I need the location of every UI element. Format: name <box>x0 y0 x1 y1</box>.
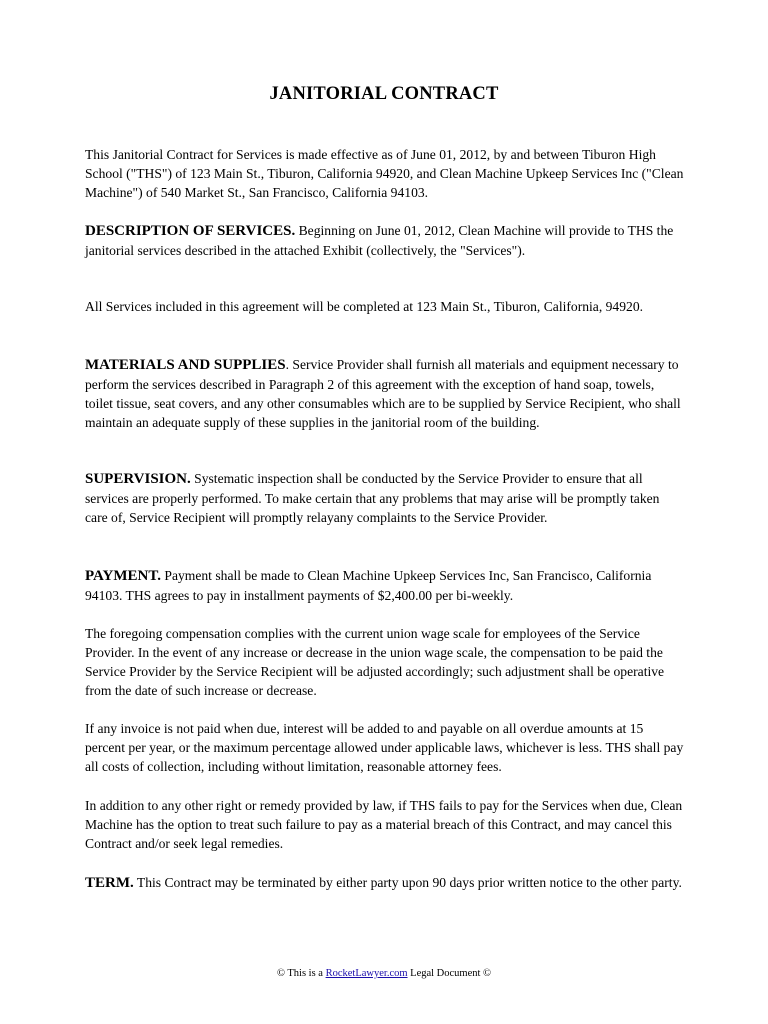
description-paragraph <box>85 221 685 260</box>
remedy-paragraph: In addition to any other right or remedy provided by law, if THS fails to pay for the Services when due, Clean Machine has the option to treat such failure to pay as a material breach of this Contract, and may cancel this Contract and/or seek legal remedies. <box>85 798 683 851</box>
description-heading: DESCRIPTION OF SERVICES. <box>85 223 296 239</box>
compensation-paragraph: The foregoing compensation complies with the current union wage scale for employees of the Service Provider. In the event of any increase or decrease in the union wage scale, the compensation to be paid the Service Provider by the Service Recipient will be adjusted accordingly; such adjustment shall be operative from the date of such increase or decrease. <box>85 626 665 698</box>
invoice-paragraph: If any invoice is not paid when due, interest will be added to and payable on all overdue amounts at 15 percent per year, or the maximum percentage allowed under applicable laws, whichever is less. THS shall pay all costs of collection, including without limitation, reasonable attorney fees. <box>85 721 684 774</box>
payment-heading: PAYMENT. <box>85 568 161 584</box>
materials-paragraph <box>85 355 685 432</box>
payment-paragraph <box>85 566 685 605</box>
supervision-paragraph <box>85 469 685 527</box>
footer-suffix: Legal Document © <box>407 968 492 979</box>
materials-text: . Service Provider shall furnish all materials and equipment necessary to perform the services described in Paragraph 2 of this agreement with the exception of hand soap, towels, toilet tissue, seat covers, and any other consumables which are to be supplied by Service Recipient, who shall maintain an adequate supply of these supplies in the janitorial room of the building. <box>85 357 681 430</box>
payment-text: Payment shall be made to Clean Machine Upkeep Services Inc, San Francisco, California 94103. THS agrees to pay in installment payments of $2,400.00 per bi-weekly. <box>85 568 652 603</box>
location-paragraph: All Services included in this agreement will be completed at 123 Main St., Tiburon, California, 94920. <box>85 299 644 314</box>
supervision-text: Systematic inspection shall be conducted by the Service Provider to ensure that all services are properly performed. To make certain that any problems that may arise will be promptly taken care of, Service Recipient will promptly relayany complaints to the Service Provider. <box>85 471 660 525</box>
intro-paragraph: This Janitorial Contract for Services is made effective as of June 01, 2012, by and between Tiburon High School ("THS") of 123 Main St., Tiburon, California 94920, and Clean Machine Upkeep Services Inc ("Clean Machine") of 540 Market St., San Francisco, California 94103. <box>85 147 684 200</box>
description-text: Beginning on June 01, 2012, Clean Machine will provide to THS the janitorial services described in the attached Exhibit (collectively, the "Services"). <box>85 223 674 258</box>
footer-notice <box>0 968 768 979</box>
rocketlawyer-link[interactable]: RocketLawyer.com <box>325 968 408 979</box>
footer-prefix: © This is a <box>276 968 326 979</box>
document-title: JANITORIAL CONTRACT <box>269 84 499 104</box>
materials-heading: MATERIALS AND SUPPLIES <box>85 357 286 373</box>
term-heading: TERM. <box>85 875 134 891</box>
supervision-heading: SUPERVISION. <box>85 471 191 487</box>
term-text: This Contract may be terminated by either party upon 90 days prior written notice to the other party. <box>133 875 682 890</box>
term-paragraph <box>85 873 685 893</box>
